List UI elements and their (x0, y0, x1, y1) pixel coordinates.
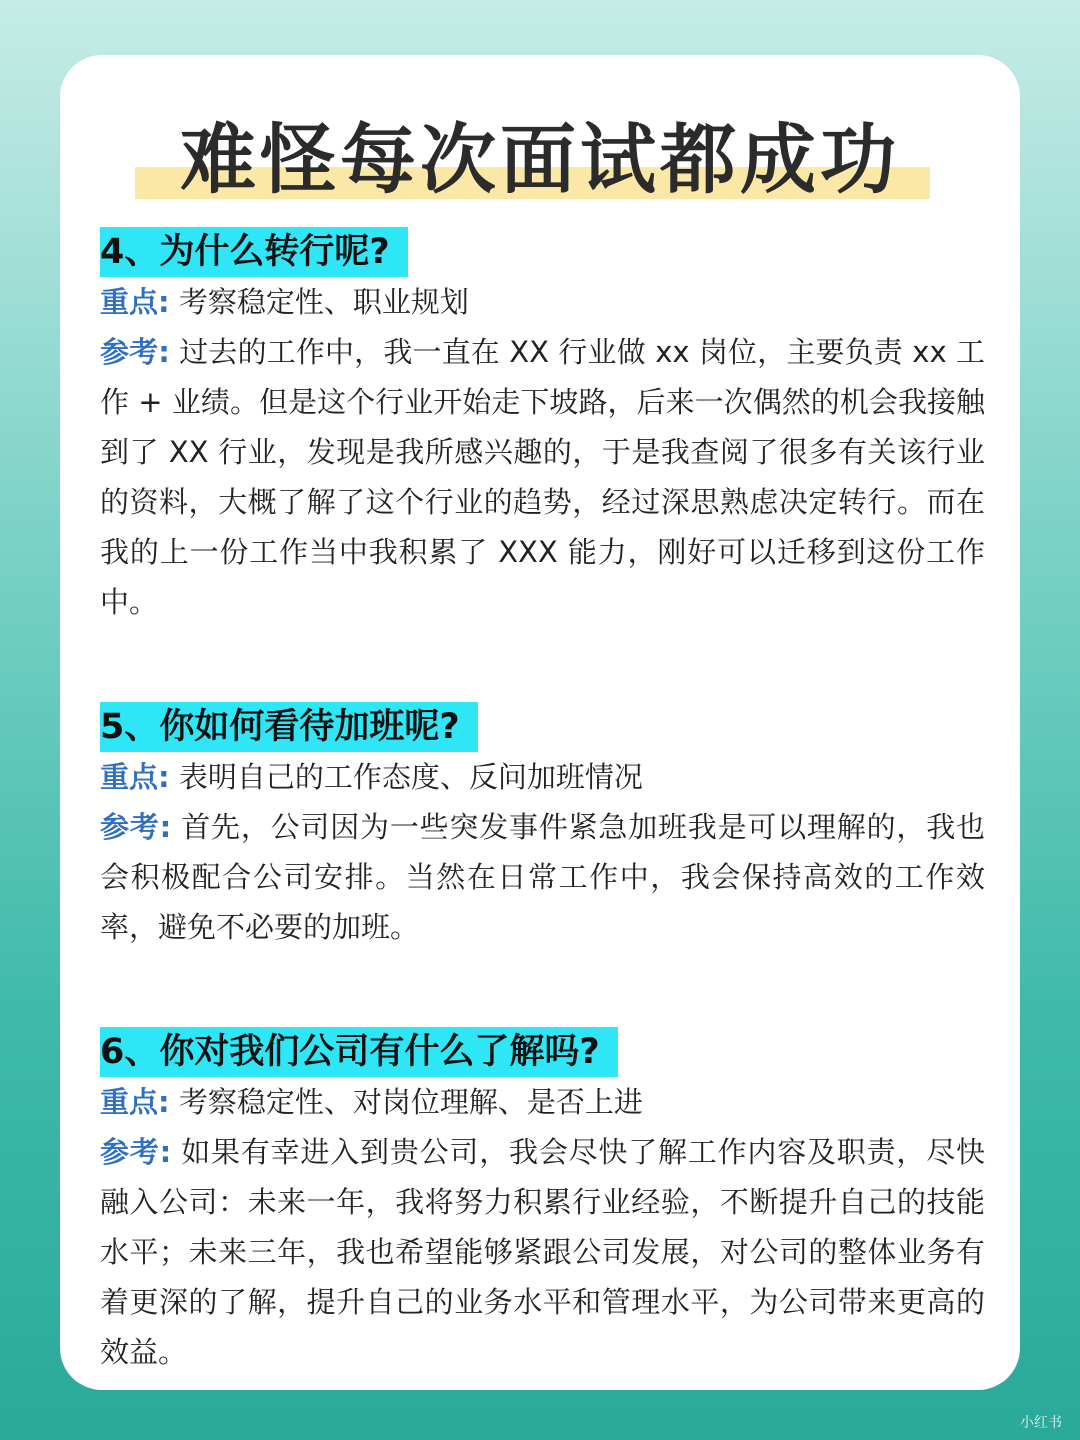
key-text: 考察稳定性、对岗位理解、是否上进 (178, 1085, 643, 1119)
reference-answer (100, 1127, 985, 1377)
key-point (100, 752, 985, 802)
title-area (60, 115, 1020, 205)
ref-text: 首先，公司因为一些突发事件紧急加班我是可以理解的，我也会积极配合公司安排。当然在日常工作中，我会保持高效的工作效率，避免不必要的加班。 (100, 810, 985, 944)
key-point (100, 1077, 985, 1127)
key-text: 考察稳定性、职业规划 (178, 285, 469, 319)
ref-label: 参考: (100, 1135, 172, 1169)
ref-label: 参考: (100, 810, 172, 844)
question-section-5 (100, 702, 985, 952)
reference-answer (100, 327, 985, 627)
question-heading: 4、为什么转行呢? (100, 227, 408, 277)
ref-text: 过去的工作中，我一直在 XX 行业做 xx 岗位，主要负责 xx 工作 + 业绩。但是这个行业开始走下坡路，后来一次偶然的机会我接触到了 XX 行业，发现是我所感兴趣的，于是我查阅了很多有关该行业的资料，大概了解了这个行业的趋势，经过深思熟虑决定转行。而在我的上一份工作当中我积累了 XXX 能力，刚好可以迁移到这份工作中。 (100, 335, 985, 619)
question-section-4 (100, 227, 985, 627)
question-heading: 5、你如何看待加班呢? (100, 702, 478, 752)
ref-text: 如果有幸进入到贵公司，我会尽快了解工作内容及职责，尽快融入公司：未来一年，我将努力积累行业经验，不断提升自己的技能水平；未来三年，我也希望能够紧跟公司发展，对公司的整体业务有着更深的了解，提升自己的业务水平和管理水平，为公司带来更高的效益。 (100, 1135, 985, 1369)
ref-label: 参考: (100, 335, 170, 369)
key-label: 重点: (100, 1085, 170, 1119)
key-point (100, 277, 985, 327)
content-card (60, 55, 1020, 1390)
reference-answer (100, 802, 985, 952)
key-label: 重点: (100, 285, 170, 319)
question-heading: 6、你对我们公司有什么了解吗? (100, 1027, 618, 1077)
question-section-6 (100, 1027, 985, 1377)
key-text: 表明自己的工作态度、反问加班情况 (178, 760, 643, 794)
page-title: 难怪每次面试都成功 (180, 115, 900, 204)
watermark: 小红书 (1020, 1415, 1062, 1431)
key-label: 重点: (100, 760, 170, 794)
